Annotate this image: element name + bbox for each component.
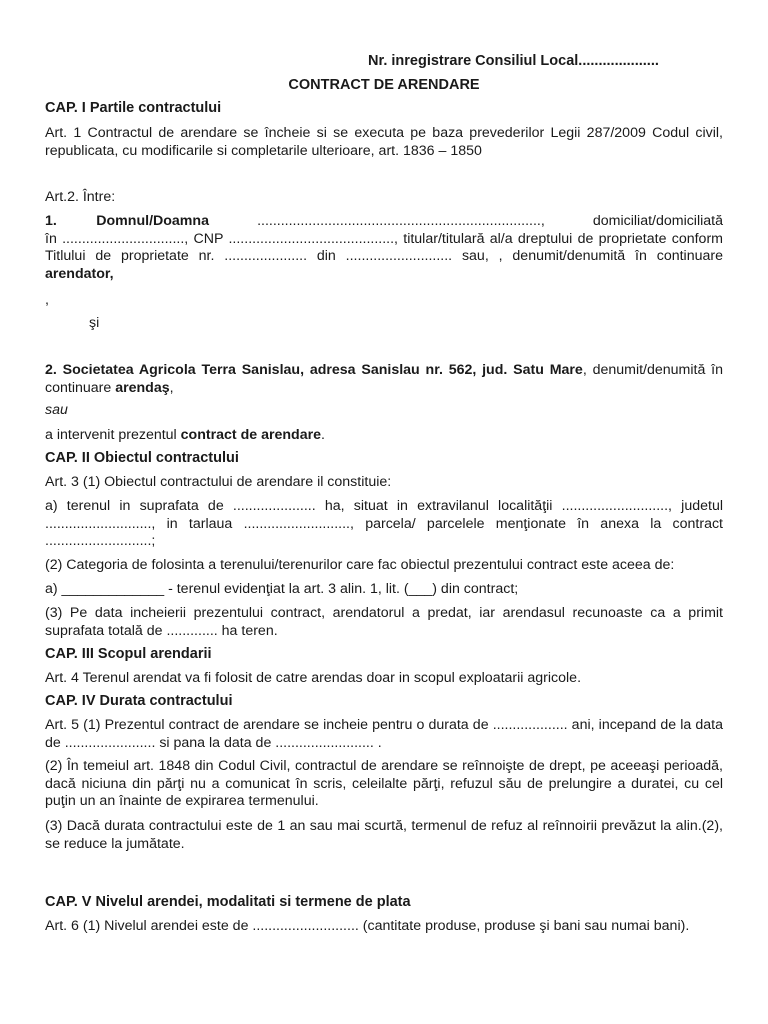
party2-role: arendaş — [115, 379, 170, 396]
party1-block — [45, 213, 723, 283]
party2-rest: , denumit/denumită în continuare — [45, 362, 723, 396]
cap4-heading: CAP. IV Durata contractului — [45, 693, 233, 709]
intervenit-end: . — [321, 427, 325, 443]
intervenit-prefix: a intervenit prezentul — [45, 427, 181, 443]
art3-p3-text: (3) Pe data incheierii prezentului contract, arendatorul a predat, iar arendasul recunoaste ca a primit suprafata totală de ............. ha teren. — [45, 605, 723, 639]
art5-p3-text: (3) Dacă durata contractului este de 1 an sau mai scurtă, termenul de refuz al reînnoirii prevăzut la alin.(2), se reduce la jumătate. — [45, 818, 723, 852]
art6-text: Art. 6 (1) Nivelul arendei este de ........................... (cantitate produse, produse şi bani sau numai bani). — [45, 918, 690, 934]
party1-domicile-label: domiciliat/domiciliată — [592, 213, 723, 229]
contract-page — [45, 0, 723, 1024]
party1-label: Domnul/Doamna — [96, 213, 209, 229]
party2-block — [45, 362, 723, 397]
party1-details — [45, 231, 723, 284]
art5-text: Art. 5 (1) Prezentul contract de arendare se incheie pentru o durata de ................... ani, incepand de la data de ....................... si pana la data de ......................... . — [45, 717, 723, 751]
comma-line: , — [45, 292, 49, 308]
sau-text: sau — [45, 402, 68, 418]
party1-details-text: în ..............................., CNP .........................................., titular/titulară al/a dreptului de proprietate conform Titlului de proprietate nr. ..................... din ........................... sau, , denumit/denumită în continuare — [45, 230, 723, 264]
art3-text: Art. 3 (1) Obiectul contractului de arendare il constituie: — [45, 474, 392, 490]
party1-number: 1. — [45, 213, 57, 229]
art5-p2-text: (2) În temeiul art. 1848 din Codul Civil, contractul de arendare se reînnoişte de drept, pe aceeaşi perioadă, dacă niciuna din părţi nu a comunicat în scris, celeilalte părţi, refuzul său de prelungire a duratei, cu cel puţin un an înainte de expirarea termenului. — [45, 758, 723, 809]
party1-name-dots: ........................................................................, — [257, 213, 545, 229]
document-title: CONTRACT DE ARENDARE — [288, 77, 480, 93]
intervenit-text — [45, 427, 723, 445]
party2-end: , — [169, 379, 174, 396]
party1-role: arendator, — [45, 265, 114, 282]
cap3-heading: CAP. III Scopul arendarii — [45, 646, 212, 662]
party2-name: 2. Societatea Agricola Terra Sanislau, adresa Sanislau nr. 562, jud. Satu Mare — [45, 362, 583, 378]
art3-a2-text: a) _____________ - terenul evidenţiat la art. 3 alin. 1, lit. (___) din contract; — [45, 581, 519, 597]
si-conjunction: şi — [89, 315, 100, 331]
cap5-heading: CAP. V Nivelul arendei, modalitati si termene de plata — [45, 894, 411, 910]
registration-number: Nr. inregistrare Consiliul Local.................... — [368, 53, 659, 69]
art4-text: Art. 4 Terenul arendat va fi folosit de catre arendas doar in scopul exploatarii agricole. — [45, 670, 582, 686]
art3-a-text: a) terenul in suprafata de ..................... ha, situat in extravilanul localităţii ..........................., judetul ..........................., in tarlaua ..........................., parcela/ parcelele menţionate în anexa la contract ...........................; — [45, 498, 723, 549]
art3-p2-text: (2) Categoria de folosinta a terenului/terenurilor care fac obiectul prezentului contract este aceea de: — [45, 557, 675, 573]
party1-first-line — [45, 213, 723, 231]
intervenit-bold: contract de arendare — [180, 427, 322, 443]
art2-text: Art.2. Între: — [45, 189, 116, 205]
cap1-heading: CAP. I Partile contractului — [45, 100, 222, 116]
cap2-heading: CAP. II Obiectul contractului — [45, 450, 239, 466]
art1-text: Art. 1 Contractul de arendare se încheie si se executa pe baza prevederilor Legii 287/2009 Codul civil, republicata, cu modificarile si completarile ulterioare, art. 1836 – 1850 — [45, 125, 723, 159]
